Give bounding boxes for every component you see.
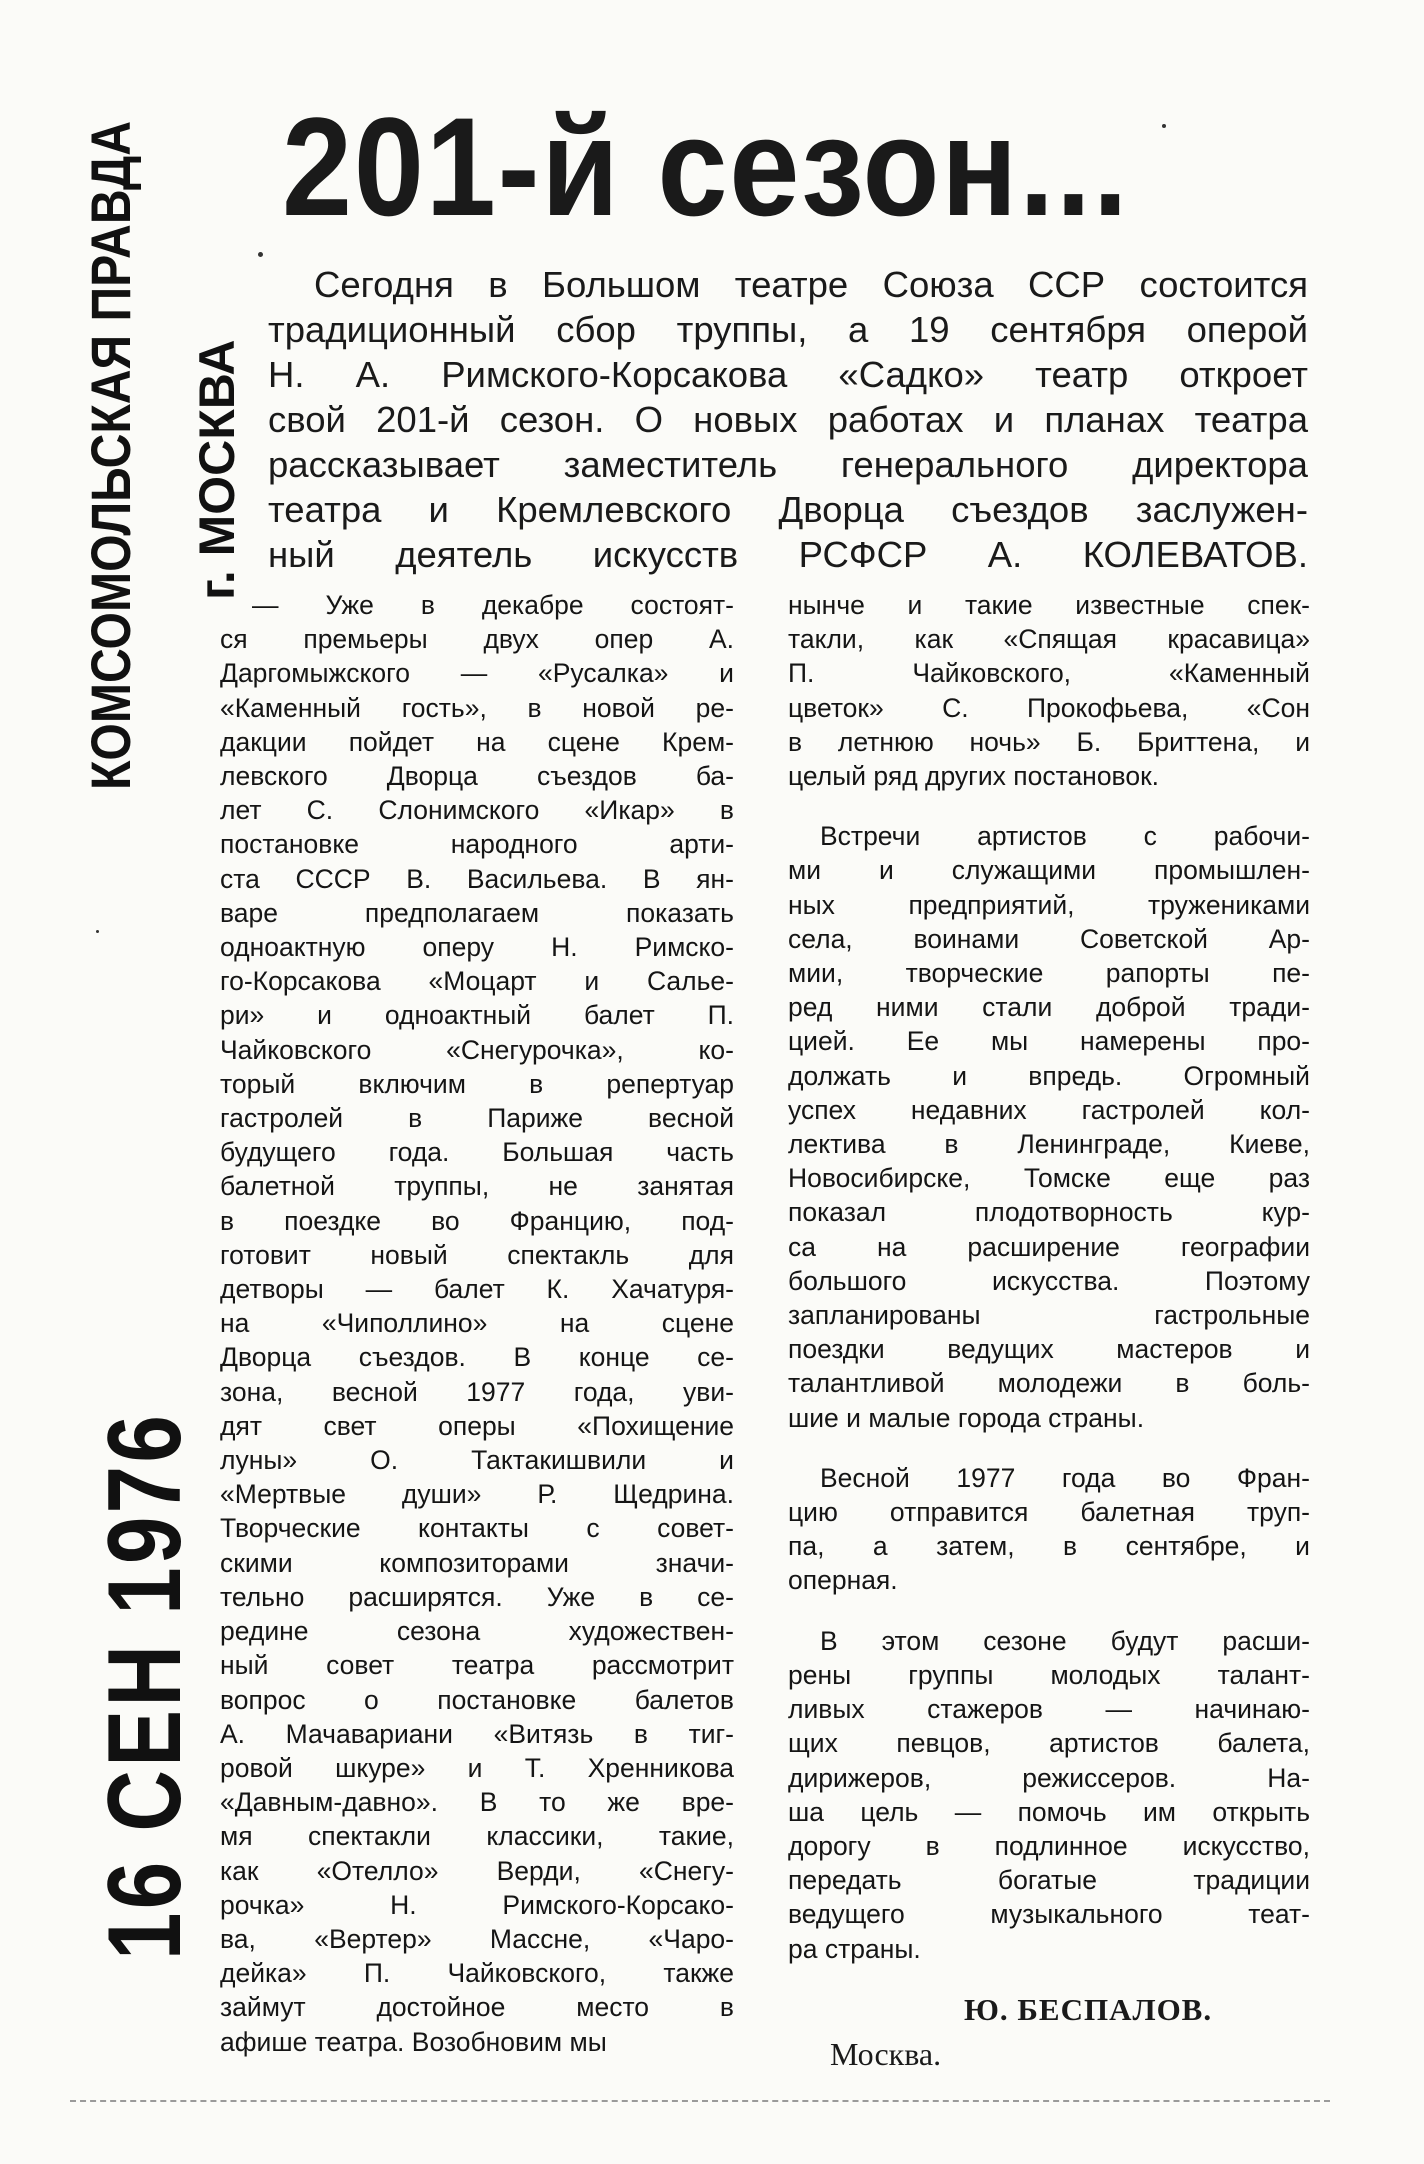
text-line: займут достойное место в <box>220 1992 734 2023</box>
text-line: ливых стажеров — начинаю- <box>788 1694 1310 1725</box>
text-line: лет С. Слонимского «Икар» в <box>220 795 734 826</box>
text-line: ста СССР В. Васильева. В ян- <box>220 863 734 894</box>
text-line: — Уже в декабре состоят- <box>252 590 734 620</box>
text-line: го-Корсакова «Моцарт и Салье- <box>220 966 734 997</box>
print-speck <box>258 252 263 257</box>
text-line: зона, весной 1977 года, уви- <box>220 1376 734 1407</box>
paragraph-gap <box>788 1598 1310 1624</box>
text-line: ри» и одноактный балет П. <box>220 1000 734 1031</box>
city-stamp: г. МОСКВА <box>189 339 245 600</box>
text-line: афише театра. Возобновим мы <box>220 2026 607 2057</box>
text-line: постановке народного арти- <box>220 829 734 860</box>
text-line: ва, «Вертер» Массне, «Чаро- <box>220 1923 734 1954</box>
text-line: дакции пойдет на сцене Крем- <box>220 726 734 757</box>
text-line: одноактную оперу Н. Римско- <box>220 932 734 963</box>
text-line: в летнюю ночь» Б. Бриттена, и <box>788 726 1310 757</box>
text-line: скими композиторами значи- <box>220 1547 734 1578</box>
text-line: села, воинами Советской Ар- <box>788 923 1310 954</box>
text-line: успех недавних гастролей кол- <box>788 1094 1310 1125</box>
clipping-edge <box>70 2100 1330 2102</box>
author-signature: Ю. БЕСПАЛОВ. <box>964 1992 1213 2027</box>
text-line: балетной труппы, не занятая <box>220 1171 734 1202</box>
text-line: как «Отелло» Верди, «Снегу- <box>220 1855 734 1886</box>
paragraph-gap <box>788 1435 1310 1461</box>
text-line: «Каменный гость», в новой ре- <box>220 692 734 723</box>
text-line: лектива в Ленинграде, Киеве, <box>788 1129 1310 1160</box>
text-line: Дворца съездов. В конце се- <box>220 1342 734 1373</box>
text-line: А. Мачавариани «Витязь в тиг- <box>220 1718 734 1749</box>
text-line: на «Чиполлино» на сцене <box>220 1308 734 1339</box>
print-speck <box>96 930 99 933</box>
text-line: П. Чайковского, «Каменный <box>788 658 1310 689</box>
paragraph <box>788 588 1310 793</box>
text-line: большого искусства. Поэтому <box>788 1265 1310 1296</box>
article-lead <box>268 262 1308 577</box>
text-line: торый включим в репертуар <box>220 1068 734 1099</box>
text-line: Н. А. Римского-Корсакова «Садко» театр откроет <box>268 354 1308 395</box>
paragraph <box>788 819 1310 1435</box>
text-line: оперная. <box>788 1565 898 1596</box>
paragraph <box>788 1624 1310 1966</box>
text-line: ровой шкуре» и Т. Хренникова <box>220 1752 734 1783</box>
dateline-place: Москва. <box>830 2036 942 2072</box>
text-line: должать и впредь. Огромный <box>788 1060 1310 1091</box>
text-line: левского Дворца съездов ба- <box>220 761 734 792</box>
date-stamp: 16 СЕН 1976 <box>87 1411 203 1960</box>
text-line: са на расширение географии <box>788 1231 1310 1262</box>
text-line: варе предполагаем показать <box>220 897 734 928</box>
text-line: дорогу в подлинное искусство, <box>788 1830 1310 1861</box>
text-line: поездки ведущих мастеров и <box>788 1334 1310 1365</box>
right-column <box>788 588 1310 1966</box>
text-line: традиционный сбор труппы, а 19 сентября оперой <box>268 309 1308 350</box>
text-line: мя спектакли классики, такие, <box>220 1821 734 1852</box>
newspaper-name-stamp: КОМСОМОЛЬСКАЯ ПРАВДА <box>79 120 142 791</box>
left-column <box>220 588 734 2059</box>
text-line: вопрос о постановке балетов <box>220 1684 734 1715</box>
paragraph <box>788 1461 1310 1598</box>
text-line: ра страны. <box>788 1933 921 1964</box>
text-line: талантливой молодежи в боль- <box>788 1368 1310 1399</box>
text-line: ред ними стали доброй тради- <box>788 992 1310 1023</box>
text-line: Сегодня в Большом театре Союза ССР состоится <box>314 264 1308 305</box>
text-line: передать богатые традиции <box>788 1865 1310 1896</box>
text-line: щих певцов, артистов балета, <box>788 1728 1310 1759</box>
text-line: театра и Кремлевского Дворца съездов заслужен- <box>268 489 1308 530</box>
text-line: дейка» П. Чайковского, также <box>220 1958 734 1989</box>
text-line: ми и служащими промышлен- <box>788 855 1310 886</box>
text-line: Творческие контакты с совет- <box>220 1513 734 1544</box>
text-line: Новосибирске, Томске еще раз <box>788 1163 1310 1194</box>
text-line: готовит новый спектакль для <box>220 1239 734 1270</box>
text-line: Весной 1977 года во Фран- <box>820 1462 1310 1493</box>
text-line: ся премьеры двух опер А. <box>220 624 734 655</box>
text-line: свой 201-й сезон. О новых работах и планах театра <box>268 399 1308 440</box>
text-line: тельно расширятся. Уже в се- <box>220 1581 734 1612</box>
text-line: Чайковского «Снегурочка», ко- <box>220 1034 734 1065</box>
text-line: показал плодотворность кур- <box>788 1197 1310 1228</box>
text-line: цией. Ее мы намерены про- <box>788 1026 1310 1057</box>
text-line: ный совет театра рассмотрит <box>220 1650 734 1681</box>
text-line: «Мертвые души» Р. Щедрина. <box>220 1479 734 1510</box>
text-line: редине сезона художествен- <box>220 1616 734 1647</box>
text-line: ных предприятий, тружениками <box>788 889 1310 920</box>
print-speck <box>1162 124 1166 128</box>
article-title: 201-й сезон... <box>282 88 1130 245</box>
text-line: В этом сезоне будут расши- <box>820 1625 1310 1656</box>
text-line: луны» О. Тактакишвили и <box>220 1445 734 1476</box>
text-line: па, а затем, в сентябре, и <box>788 1531 1310 1562</box>
text-line: шие и малые города страны. <box>788 1402 1145 1433</box>
text-line: детворы — балет К. Хачатуря- <box>220 1274 734 1305</box>
text-line: ша цель — помочь им открыть <box>788 1796 1310 1827</box>
text-line: дирижеров, режиссеров. На- <box>788 1762 1310 1793</box>
text-line: цию отправится балетная труп- <box>788 1497 1310 1528</box>
paragraph <box>220 588 734 2059</box>
text-line: рассказывает заместитель генерального директора <box>268 444 1308 485</box>
text-line: рочка» Н. Римского-Корсако- <box>220 1889 734 1920</box>
paragraph-gap <box>788 793 1310 819</box>
text-line: гастролей в Париже весной <box>220 1103 734 1134</box>
text-line: мии, творческие рапорты пе- <box>788 958 1310 989</box>
text-line: будущего года. Большая часть <box>220 1137 734 1168</box>
text-line: запланированы гастрольные <box>788 1300 1310 1331</box>
text-line: ведущего музыкального теат- <box>788 1899 1310 1930</box>
text-line: Даргомыжского — «Русалка» и <box>220 658 734 689</box>
text-line: цветок» С. Прокофьева, «Сон <box>788 692 1310 723</box>
text-line: целый ряд других постановок. <box>788 761 1160 792</box>
text-line: «Давным-давно». В то же вре- <box>220 1787 734 1818</box>
text-line: в поездке во Францию, под- <box>220 1205 734 1236</box>
text-line: нынче и такие известные спек- <box>788 590 1310 620</box>
text-line: рены группы молодых талант- <box>788 1659 1310 1690</box>
text-line: ный деятель искусств РСФСР А. КОЛЕВАТОВ. <box>268 534 1308 575</box>
text-line: дят свет оперы «Похищение <box>220 1410 734 1441</box>
text-line: такли, как «Спящая красавица» <box>788 624 1310 655</box>
text-line: Встречи артистов с рабочи- <box>820 821 1310 852</box>
